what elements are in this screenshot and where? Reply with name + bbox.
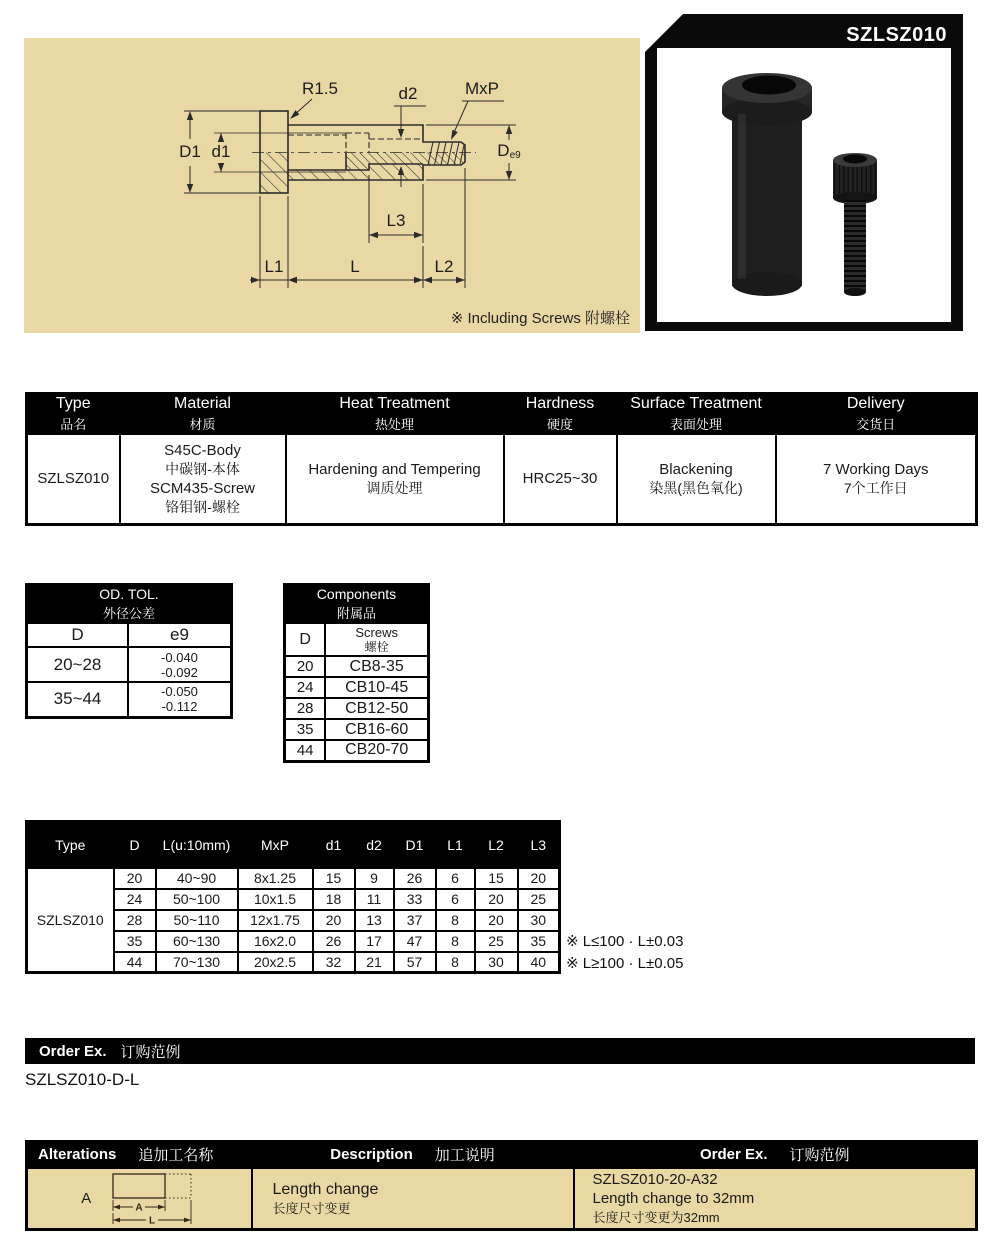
comp-col-d: D bbox=[285, 623, 326, 656]
dim-row: 28 50~110 12x1.75 20 13 37 8 20 30 bbox=[27, 910, 560, 931]
product-photo bbox=[645, 14, 963, 331]
dim-label-L: L bbox=[350, 257, 360, 276]
cell-surface-treatment: Blackening 染黑(黑色氧化) bbox=[617, 434, 776, 524]
dim-label-d2: d2 bbox=[398, 84, 418, 103]
info-data-row bbox=[27, 434, 977, 524]
description-label-zh: 加工说明 bbox=[434, 1147, 495, 1165]
col-surface-treatment: Surface Treatment 表面处理 bbox=[617, 394, 776, 435]
alteration-diagram bbox=[107, 1169, 197, 1227]
dim-header-row: Type D L(u:10mm) MxP d1 d2 D1 L1 L2 L3 bbox=[27, 822, 560, 868]
dim-row: SZLSZ010 20 40~90 8x1.25 15 9 26 6 15 20 bbox=[27, 868, 560, 889]
dim-label-L3: L3 bbox=[386, 211, 406, 230]
dimensions-table bbox=[25, 820, 561, 974]
including-screws-note: ※ Including Screws 附螺栓 bbox=[450, 310, 630, 327]
alteration-code: A bbox=[81, 1189, 92, 1207]
alterations-table bbox=[25, 1140, 978, 1231]
spec-info-table bbox=[25, 392, 978, 526]
dim-row: 44 70~130 20x2.5 32 21 57 8 30 40 bbox=[27, 952, 560, 973]
comp-row: 35 CB16-60 bbox=[285, 719, 429, 740]
orderex-label-zh: 订购范例 bbox=[789, 1147, 850, 1165]
tolerance-note-line: ※ L≤100 · L±0.03 bbox=[566, 933, 684, 950]
col-delivery: Delivery 交货日 bbox=[776, 394, 977, 435]
comp-row: 28 CB12-50 bbox=[285, 698, 429, 719]
tolerance-notes bbox=[566, 931, 683, 975]
alteration-row bbox=[27, 1168, 977, 1230]
odtol-title: OD. TOL. 外径公差 bbox=[27, 585, 232, 624]
order-example-bar bbox=[25, 1038, 975, 1064]
col-heat-treatment: Heat Treatment 热处理 bbox=[286, 394, 504, 435]
odtol-row: 35~44 -0.050 -0.112 bbox=[27, 682, 232, 717]
product-photo-panel bbox=[645, 14, 963, 331]
info-header-row bbox=[27, 394, 977, 435]
odtol-col-d: D bbox=[27, 623, 128, 647]
comp-row: 44 CB20-70 bbox=[285, 740, 429, 761]
dim-label-L2: L2 bbox=[434, 257, 454, 276]
order-example-code: SZLSZ010-D-L bbox=[25, 1070, 140, 1089]
col-material: Material 材质 bbox=[120, 394, 286, 435]
comp-row: 20 CB8-35 bbox=[285, 656, 429, 677]
tolerance-note-line: ※ L≥100 · L±0.05 bbox=[566, 955, 684, 972]
dim-label-L1: L1 bbox=[264, 257, 284, 276]
odtol-row: 20~28 -0.040 -0.092 bbox=[27, 647, 232, 682]
dim-row: 24 50~100 10x1.5 18 11 33 6 20 25 bbox=[27, 889, 560, 910]
col-type: Type 品名 bbox=[27, 394, 120, 435]
odtol-col-e9: e9 bbox=[128, 623, 232, 647]
dim-label-r: R1.5 bbox=[302, 79, 338, 98]
description-label-en: Description bbox=[330, 1146, 413, 1164]
alterations-header-row bbox=[27, 1142, 977, 1168]
dim-label-De9: De9 bbox=[494, 141, 523, 161]
cell-material: S45C-Body 中碳钢-本体 SCM435-Screw 铬钼钢-螺栓 bbox=[120, 434, 286, 524]
alterations-label-en: Alterations bbox=[38, 1146, 117, 1164]
svg-text:A: A bbox=[135, 1202, 143, 1214]
orderex-label-en: Order Ex. bbox=[699, 1146, 768, 1164]
svg-text:L: L bbox=[149, 1215, 156, 1227]
od-tolerance-table bbox=[25, 583, 233, 719]
cell-hardness: HRC25~30 bbox=[504, 434, 617, 524]
cell-type: SZLSZ010 bbox=[27, 434, 120, 524]
order-ex-label-en: Order Ex. bbox=[39, 1042, 107, 1060]
comp-row: 24 CB10-45 bbox=[285, 677, 429, 698]
dim-label-d1: d1 bbox=[209, 142, 234, 162]
product-code-label: SZLSZ010 bbox=[846, 24, 947, 46]
comp-col-screws: Screws 螺栓 bbox=[325, 623, 428, 656]
order-ex-label-zh: 订购范例 bbox=[120, 1043, 181, 1061]
technical-drawing-panel bbox=[24, 38, 640, 333]
dim-type-cell: SZLSZ010 bbox=[27, 868, 114, 973]
components-title: Components 附属品 bbox=[285, 585, 429, 624]
cell-heat-treatment: Hardening and Tempering 调质处理 bbox=[286, 434, 504, 524]
components-table bbox=[283, 583, 430, 763]
alteration-order-example: SZLSZ010-20-A32 Length change to 32mm 长度尺寸变更为32mm bbox=[574, 1168, 977, 1230]
dim-row: 35 60~130 16x2.0 26 17 47 8 25 35 bbox=[27, 931, 560, 952]
alteration-description: Length change 长度尺寸变更 bbox=[252, 1168, 574, 1230]
cell-delivery: 7 Working Days 7个工作日 bbox=[776, 434, 977, 524]
dim-label-mxp: MxP bbox=[465, 79, 499, 98]
alterations-label-zh: 追加工名称 bbox=[138, 1147, 214, 1165]
col-hardness: Hardness 硬度 bbox=[504, 394, 617, 435]
dim-label-D1: D1 bbox=[176, 142, 204, 162]
